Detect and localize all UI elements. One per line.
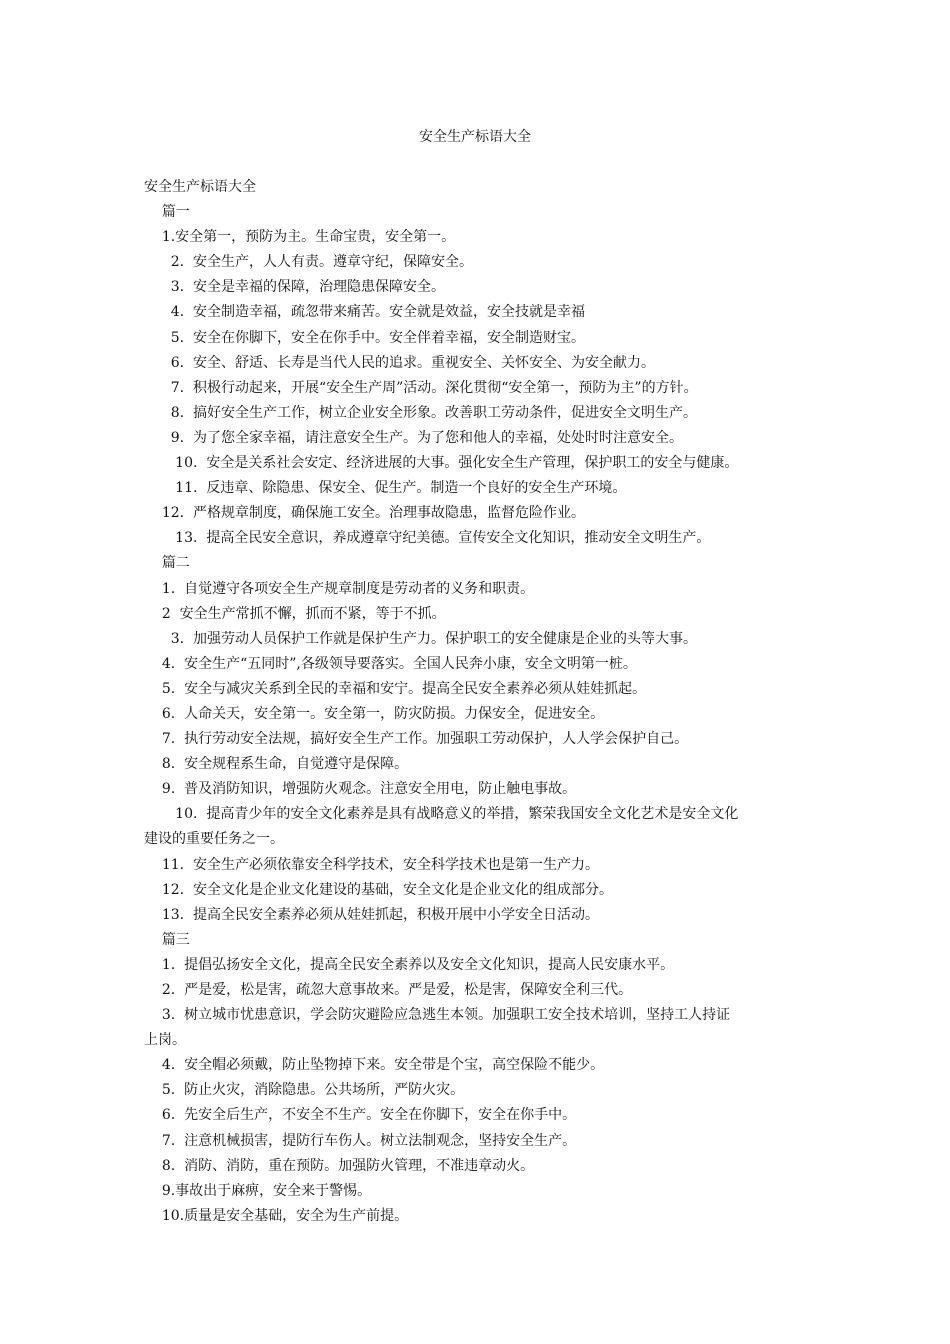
text-line: 2. 安全生产，人人有责。遵章守纪，保障安全。 xyxy=(144,254,473,271)
text-line: 6. 安全、舒适、长寿是当代人民的追求。重视安全、关怀安全、为安全献力。 xyxy=(144,354,655,371)
text-line: 13. 提高全民安全素养必须从娃娃抓起，积极开展中小学安全日活动。 xyxy=(144,906,599,923)
text-line: 3. 树立城市忧患意识，学会防灾避险应急逃生本领。加强职工安全技术培训，坚持工人持证 xyxy=(144,1007,731,1024)
text-line: 9. 普及消防知识，增强防火观念。注意安全用电，防止触电事故。 xyxy=(144,781,577,798)
text-line: 7. 注意机械损害，提防行车伤人。树立法制观念，坚持安全生产。 xyxy=(144,1132,577,1149)
text-line: 7. 执行劳动安全法规，搞好安全生产工作。加强职工劳动保护，人人学会保护自己。 xyxy=(144,731,689,748)
text-line: 5. 防止火灾，消除隐患。公共场所，严防火灾。 xyxy=(144,1082,465,1099)
text-line: 4. 安全制造幸福，疏忽带来痛苦。安全就是效益，安全技就是幸福 xyxy=(144,304,585,321)
text-line: 5. 安全与减灾关系到全民的幸福和安宁。提高全民安全素养必须从娃娃抓起。 xyxy=(144,680,647,697)
text-line: 8. 消防、消防，重在预防。加强防火管理，不准违章动火。 xyxy=(144,1157,535,1174)
text-line: 3. 安全是幸福的保障，治理隐患保障安全。 xyxy=(144,279,445,296)
text-line: 12. 严格规章制度，确保施工安全。治理事故隐患，监督危险作业。 xyxy=(144,505,585,522)
text-line: 1. 提倡弘扬安全文化，提高全民安全素养以及安全文化知识，提高人民安康水平。 xyxy=(144,956,675,973)
text-line: 8. 安全规程系生命，自觉遵守是保障。 xyxy=(144,756,409,773)
text-line: 篇二 xyxy=(144,555,190,572)
text-line: 5. 安全在你脚下，安全在你手中。安全伴着幸福，安全制造财宝。 xyxy=(144,329,585,346)
text-line: 3. 加强劳动人员保护工作就是保护生产力。保护职工的安全健康是企业的头等大事。 xyxy=(144,630,697,647)
text-line: 7. 积极行动起来，开展“安全生产周”活动。深化贯彻“安全第一，预防为主”的方针。 xyxy=(144,379,698,396)
text-line: 10. 提高青少年的安全文化素养是具有战略意义的举措，繁荣我国安全文化艺术是安全文化 xyxy=(144,806,739,823)
text-line: 篇三 xyxy=(144,931,190,948)
text-line: 6. 人命关天，安全第一。安全第一，防灾防损。力保安全，促进安全。 xyxy=(144,705,605,722)
text-line: 9. 为了您全家幸福，请注意安全生产。为了您和他人的幸福，处处时时注意安全。 xyxy=(144,429,683,446)
text-line: 1. 自觉遵守各项安全生产规章制度是劳动者的义务和职责。 xyxy=(144,580,535,597)
text-line: 10.质量是安全基础，安全为生产前提。 xyxy=(144,1207,409,1224)
text-line: 4. 安全生产“五同时”,各级领导要落实。全国人民奔小康，安全文明第一桩。 xyxy=(144,655,637,672)
text-line: 10. 安全是关系社会安定、经济进展的大事。强化安全生产管理，保护职工的安全与健康。 xyxy=(144,455,739,472)
text-line: 2. 严是爱，松是害，疏忽大意事故来。严是爱，松是害，保障安全利三代。 xyxy=(144,982,633,998)
text-line: 11. 反违章、除隐患、保安全、促生产。制造一个良好的安全生产环境。 xyxy=(144,480,627,497)
document-body xyxy=(144,175,814,1229)
text-line: 2 安全生产常抓不懈，抓而不紧，等于不抓。 xyxy=(144,605,446,622)
text-line: 13. 提高全民安全意识，养成遵章守纪美德。宣传安全文化知识，推动安全文明生产。 xyxy=(144,530,711,547)
text-line: 1.安全第一，预防为主。生命宝贵，安全第一。 xyxy=(144,229,456,246)
text-line: 9.事故出于麻痹，安全来于警惕。 xyxy=(144,1182,372,1199)
text-line: 11. 安全生产必须依靠安全科学技术，安全科学技术也是第一生产力。 xyxy=(144,856,599,873)
text-line: 12. 安全文化是企业文化建设的基础，安全文化是企业文化的组成部分。 xyxy=(144,881,613,898)
text-line: 6. 先安全后生产，不安全不生产。安全在你脚下，安全在你手中。 xyxy=(144,1107,577,1124)
text-line: 安全生产标语大全 xyxy=(144,179,256,195)
text-line: 建设的重要任务之一。 xyxy=(144,831,284,848)
text-line: 4. 安全帽必须戴，防止坠物掉下来。安全带是个宝，高空保险不能少。 xyxy=(144,1057,605,1074)
document-title: 安全生产标语大全 xyxy=(419,129,531,145)
text-line: 篇一 xyxy=(144,204,190,221)
text-line: 8. 搞好安全生产工作，树立企业安全形象。改善职工劳动条件，促进安全文明生产。 xyxy=(144,404,697,421)
text-line: 上岗。 xyxy=(144,1032,186,1049)
